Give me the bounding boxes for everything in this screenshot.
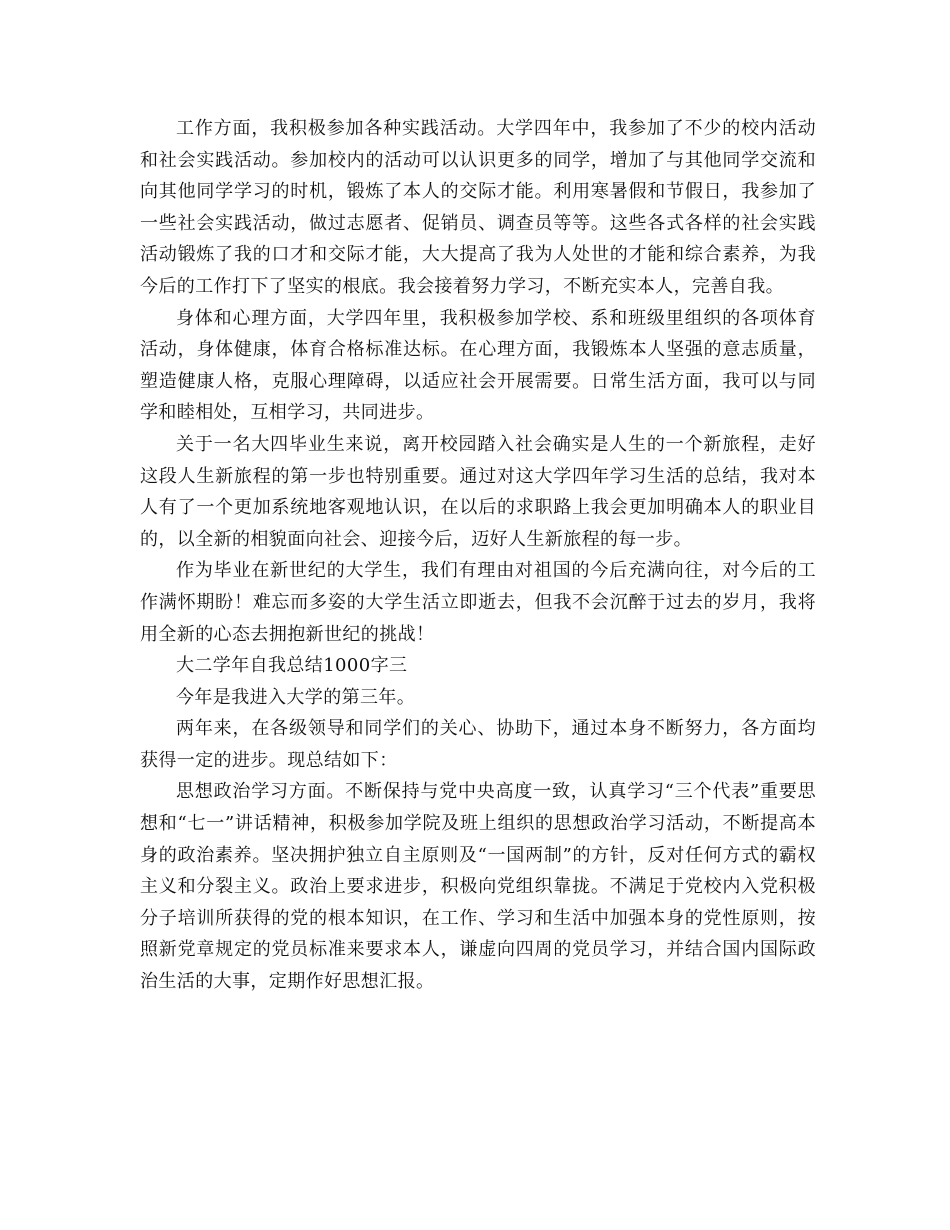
paragraph-political-study: 思想政治学习方面。不断保持与党中央高度一致，认真学习“三个代表”重要思想和“七一”讲话精神，积极参加学院及班上组织的思想政治学习活动，不断提高本身的政治素养。坚决拥护独立自主原则及“一国两制”的方针，反对任何方式的霸权主义和分裂主义。政治上要求进步，积极向党组织靠拢。不满足于党校内入党积极分子培训所获得的党的根本知识，在工作、学习和生活中加强本身的党性原则，按照新党章规定的党员标准来要求本人，谦虚向四周的党员学习，并结合国内国际政治生活的大事，定期作好思想汇报。 [140,781,816,993]
paragraph-third-year: 今年是我进入大学的第三年。 [176,686,416,708]
document-body [140,113,816,998]
section-heading: 大二学年自我总结1000字三 [176,655,408,677]
paragraph-work: 工作方面，我积极参加各种实践活动。大学四年中，我参加了不少的校内活动和社会实践活动。参加校内的活动可以认识更多的同学，增加了与其他同学交流和向其他同学学习的时机，锻炼了本人的交际才能。利用寒暑假和节假日，我参加了一些社会实践活动，做过志愿者、促销员、调查员等等。这些各式各样的社会实践活动锻炼了我的口才和交际才能，大大提高了我为人处世的才能和综合素养，为我今后的工作打下了坚实的根底。我会接着努力学习，不断充实本人，完善自我。 [140,118,816,297]
paragraph-health: 身体和心理方面，大学四年里，我积极参加学校、系和班级里组织的各项体育活动，身体健康，体育合格标准达标。在心理方面，我锻炼本人坚强的意志质量，塑造健康人格，克服心理障碍，以适应社会开展需要。日常生活方面，我可以与同学和睦相处，互相学习，共同进步。 [140,307,816,424]
paragraph-graduate: 关于一名大四毕业生来说，离开校园踏入社会确实是人生的一个新旅程，走好这段人生新旅程的第一步也特别重要。通过对这大学四年学习生活的总结，我对本人有了一个更加系统地客观地认识，在以后的求职路上我会更加明确本人的职业目的，以全新的相貌面向社会、迎接今后，迈好人生新旅程的每一步。 [140,433,816,550]
paragraph-two-years: 两年来，在各级领导和同学们的关心、协助下，通过本身不断努力，各方面均获得一定的进步。现总结如下： [140,718,816,771]
paragraph-new-century: 作为毕业在新世纪的大学生，我们有理由对祖国的今后充满向往，对今后的工作满怀期盼！难忘而多姿的大学生活立即逝去，但我不会沉醉于过去的岁月，我将用全新的心态去拥抱新世纪的挑战！ [140,560,816,645]
